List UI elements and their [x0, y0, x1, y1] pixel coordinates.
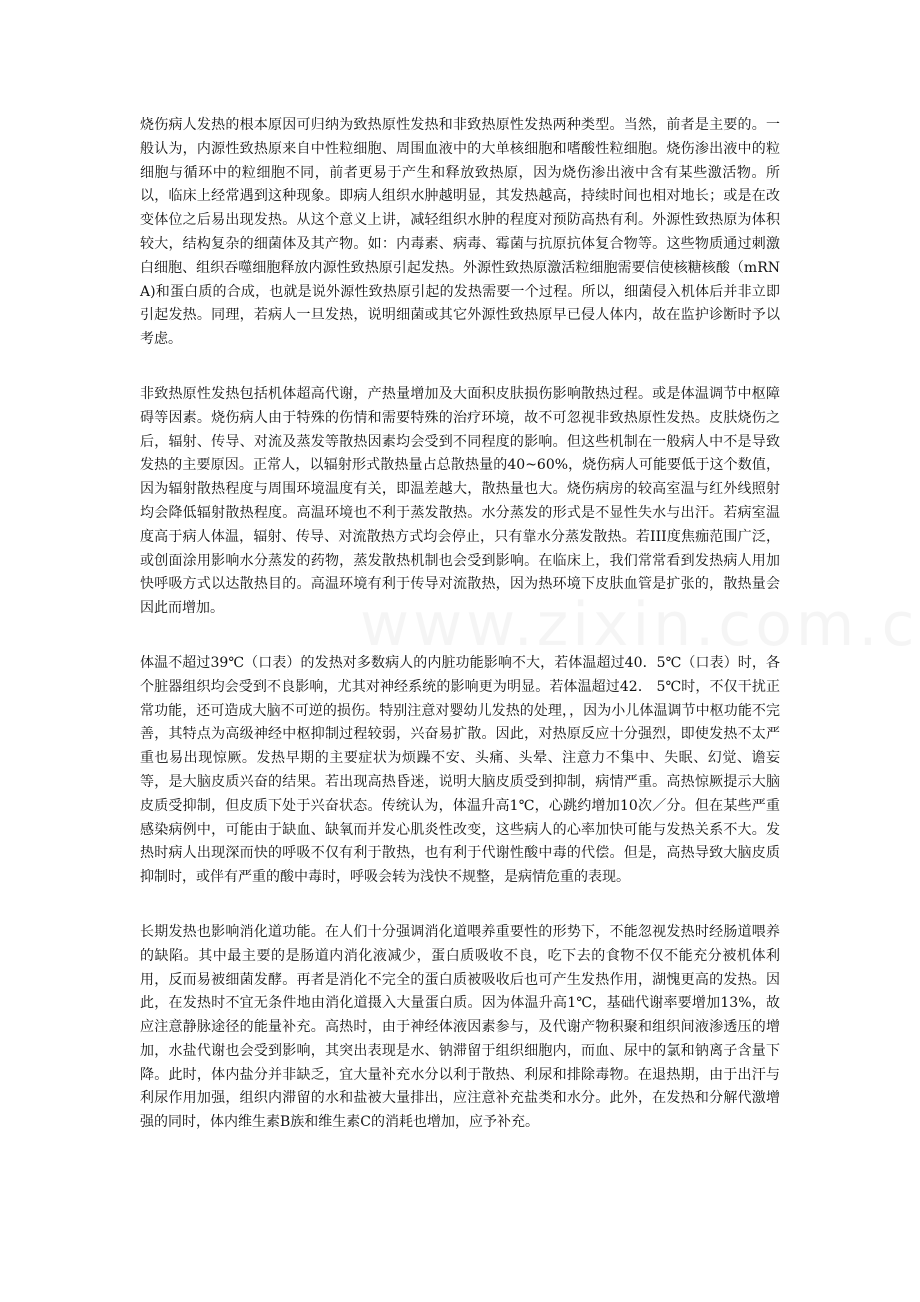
paragraph-fever-organ-effects: 体温不超过39℃（口表）的发热对多数病人的内脏功能影响不大，若体温超过40．5℃（口表）时，各个脏器组织均会受到不良影响，尤其对神经系统的影响更为明显。若体温超过42． 5℃时，不仅干扰正常功能，还可造成大脑不可逆的损伤。特别注意对婴幼儿发热的处理，，因为小儿体温调节中枢功能不完善，其特点为高级神经中枢抑制过程较弱，兴奋易扩散。因此，对热原反应十分强烈，即使发热不太严重也易出现惊厥。发热早期的主要症状为烦躁不安、头痛、头晕、注意力不集中、失眠、幻觉、谵妄等，是大脑皮质兴奋的结果。若出现高热昏迷，说明大脑皮质受到抑制，病情严重。高热惊厥提示大脑皮质受抑制，但皮质下处于兴奋状态。传统认为，体温升高1℃，心跳约增加10次／分。但在某些严重感染病例中，可能由于缺血、缺氧而并发心肌炎性改变，这些病人的心率加快可能与发热关系不大。发热时病人出现深而快的呼吸不仅有利于散热，也有利于代谢性酸中毒的代偿。但是，高热导致大脑皮质抑制时，或伴有严重的酸中毒时，呼吸会转为浅快不规整，是病情危重的表现。	[140, 654, 780, 886]
paragraph-pyrogenic-fever: 烧伤病人发热的根本原因可归纳为致热原性发热和非致热原性发热两种类型。当然，前者是主要的。一般认为，内源性致热原来自中性粒细胞、周围血液中的大单核细胞和嗜酸性粒细胞。烧伤渗出液中的粒细胞与循环中的粒细胞不同，前者更易于产生和释放致热原，因为烧伤渗出液中含有某些激活物。所以，临床上经常遇到这种现象。即病人组织水肿越明显，其发热越高，持续时间也相对地长；或是在改变体位之后易出现发热。从这个意义上讲，减轻组织水肿的程度对预防高热有利。外源性致热原为体积较大，结构复杂的细菌体及其产物。如：内毒素、病毒、霉菌与抗原抗体复合物等。这些物质通过刺激白细胞、组织吞噬细胞释放内源性致热原引起发热。外源性致热原激活粒细胞需要信使核糖核酸（mRNA)和蛋白质的合成，也就是说外源性致热原引起的发热需要一个过程。所以，细菌侵入机体后并非立即引起发热。同理，若病人一旦发热，说明细菌或其它外源性致热原早已侵人体内，故在监护诊断时予以考虑。	[140, 117, 780, 348]
document-body	[140, 114, 780, 1166]
paragraph-fever-digestion: 长期发热也影响消化道功能。在人们十分强调消化道喂养重要性的形势下，不能忽视发热时经肠道喂养的缺陷。其中最主要的是肠道内消化液减少，蛋白质吸收不良，吃下去的食物不仅不能充分被机体利用，反而易被细菌发酵。再者是消化不完全的蛋白质被吸收后也可产生发热作用，湖愧更高的发热。因此，在发热时不宜无条件地由消化道摄入大量蛋白质。因为体温升高1℃，基础代谢率要增加13%，故应注意静脉途径的能量补充。高热时，由于神经体液因素参与，及代谢产物积聚和组织间液渗透压的增加，水盐代谢也会受到影响，其突出表现是水、钠滞留于组织细胞内，而血、尿中的氯和钠离子含量下降。此时，体内盐分并非缺乏，宜大量补充水分以利于散热、利尿和排除毒物。在退热期，由于出汗与利尿作用加强，组织内滞留的水和盐被大量排出，应注意补充盐类和水分。此外，在发热和分解代激增强的同时，体内维生素B族和维生素C的消耗也增加，应予补充。	[140, 923, 780, 1131]
paragraph-non-pyrogenic-fever: 非致热原性发热包括机体超高代谢，产热量增加及大面积皮肤损伤影响散热过程。或是体温调节中枢障碍等因素。烧伤病人由于特殊的伤情和需要特殊的治疗环境，故不可忽视非致热原性发热。皮肤烧伤之后，辐射、传导、对流及蒸发等散热因素均会受到不同程度的影响。但这些机制在一般病人中不是导致发热的主要原因。正常人，以辐射形式散热量占总散热量的40~60%，烧伤病人可能要低于这个数值，因为辐射散热程度与周围环境温度有关，即温差越大，散热量也大。烧伤病房的较高室温与红外线照射均会降低辐射散热程度。高温环境也不利于蒸发散热。水分蒸发的形式是不显性失水与出汗。若病室温度高于病人体温，辐射、传导、对流散热方式均会停止，只有靠水分蒸发散热。若III度焦痂范围广泛，或创面涂用影响水分蒸发的药物，蒸发散热机制也会受到影响。在临床上，我们常常看到发热病人用加快呼吸方式以达散热目的。高温环境有利于传导对流散热，因为热环境下皮肤血管是扩张的，散热量会因此而增加。	[140, 385, 780, 617]
